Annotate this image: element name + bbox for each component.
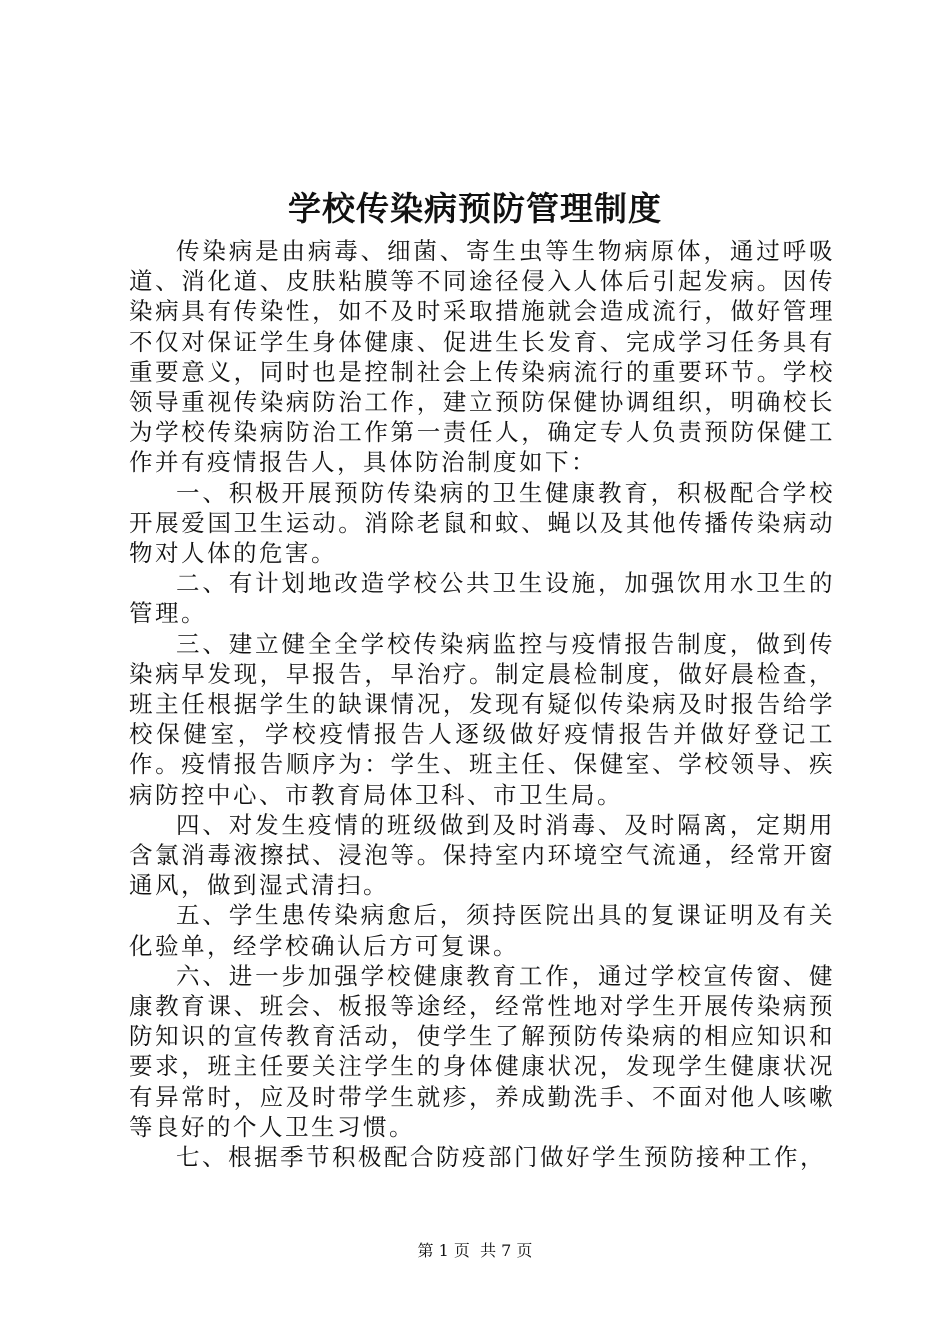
rule-paragraph-1: 一、积极开展预防传染病的卫生健康教育，积极配合学校开展爱国卫生运动。消除老鼠和蚊、蝇以及其他传播传染病动物对人体的危害。 — [129, 478, 835, 568]
rule-paragraph-5: 五、学生患传染病愈后，须持医院出具的复课证明及有关化验单，经学校确认后方可复课。 — [129, 901, 835, 960]
rule-paragraph-6: 六、进一步加强学校健康教育工作，通过学校宣传窗、健康教育课、班会、板报等途经，经常性地对学生开展传染病预防知识的宣传教育活动，使学生了解预防传染病的相应知识和要求，班主任要关注学生的身体健康状况，发现学生健康状况有异常时，应及时带学生就疹，养成勤洗手、不面对他人咳嗽等良好的个人卫生习惯。 — [129, 961, 835, 1141]
document-body — [129, 236, 835, 1172]
document-title: 学校传染病预防管理制度 — [288, 189, 662, 228]
rule-paragraph-4: 四、对发生疫情的班级做到及时消毒、及时隔离，定期用含氯消毒液擦拭、浸泡等。保持室内环境空气流通，经常开窗通风，做到湿式清扫。 — [129, 810, 835, 900]
intro-paragraph: 传染病是由病毒、细菌、寄生虫等生物病原体，通过呼吸道、消化道、皮肤粘膜等不同途径侵入人体后引起发病。因传染病具有传染性，如不及时采取措施就会造成流行，做好管理不仅对保证学生身体健康、促进生长发育、完成学习任务具有重要意义，同时也是控制社会上传染病流行的重要环节。学校领导重视传染病防治工作，建立预防保健协调组织，明确校长为学校传染病防治工作第一责任人，确定专人负责预防保健工作并有疫情报告人，具体防治制度如下： — [129, 237, 835, 477]
rule-paragraph-2: 二、有计划地改造学校公共卫生设施，加强饮用水卫生的管理。 — [129, 569, 835, 628]
rule-paragraph-7: 七、根据季节积极配合防疫部门做好学生预防接种工作， — [176, 1143, 826, 1172]
page-number-footer: 第 1 页 共 7 页 — [417, 1241, 533, 1260]
rule-paragraph-3: 三、建立健全全学校传染病监控与疫情报告制度，做到传染病早发现，早报告，早治疗。制定晨检制度，做好晨检查，班主任根据学生的缺课情况，发现有疑似传染病及时报告给学校保健室，学校疫情报告人逐级做好疫情报告并做好登记工作。疫情报告顺序为：学生、班主任、保健室、学校领导、疾病防控中心、市教育局体卫科、市卫生局。 — [129, 629, 835, 809]
